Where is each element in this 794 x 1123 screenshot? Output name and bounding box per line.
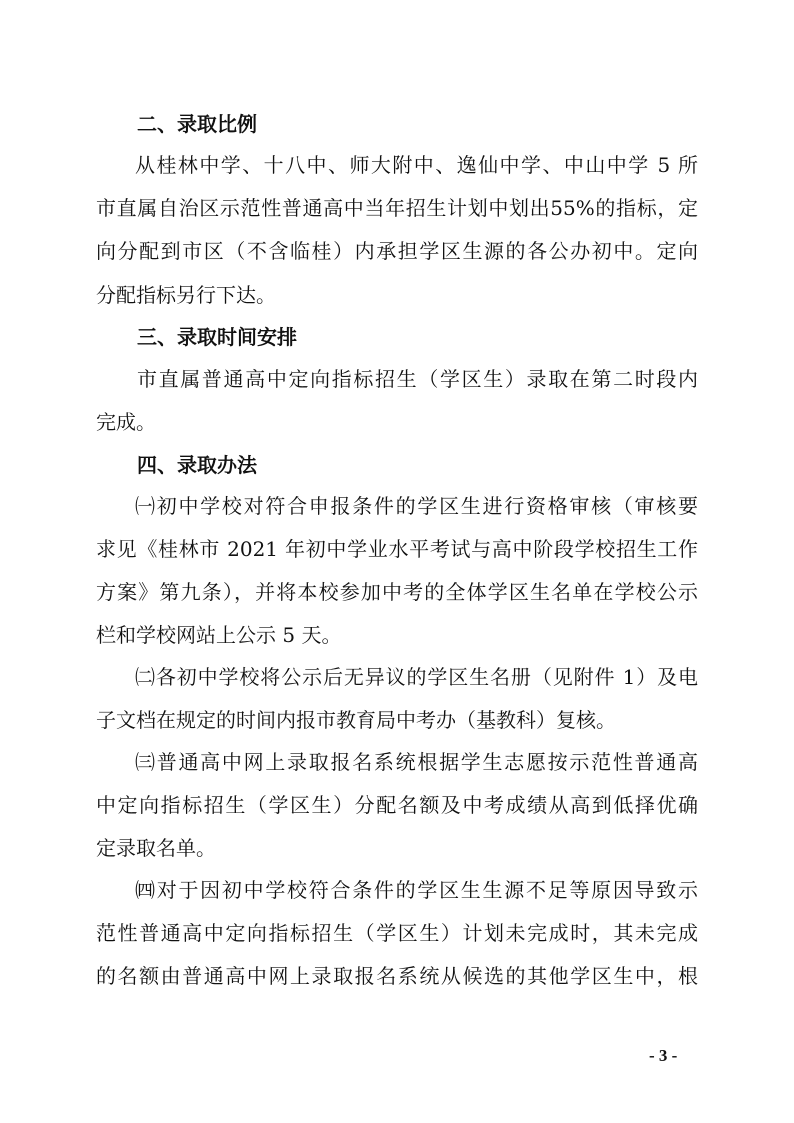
paragraph-line: 定录取名单。: [96, 836, 216, 860]
page-number: - 3 -: [649, 1046, 678, 1065]
paragraph-line: ㈣对于因初中学校符合条件的学区生生源不足等原因导致示: [135, 878, 698, 902]
paragraph-line: 分配指标另行下达。: [96, 283, 276, 307]
heading-admission-method: 四、录取办法: [137, 453, 257, 477]
paragraph-line: 方案》第九条），并将本校参加中考的全体学区生名单在学校公示: [96, 580, 698, 604]
paragraph-line: 栏和学校网站上公示 5 天。: [96, 623, 342, 647]
paragraph-line: ㈡各初中学校将公示后无异议的学区生名册（见附件 1）及电: [135, 665, 698, 689]
paragraph-line: 子文档在规定的时间内报市教育局中考办（基教科）复核。: [96, 708, 616, 732]
paragraph-line: 范性普通高中定向指标招生（学区生）计划未完成时，其未完成: [96, 921, 698, 945]
paragraph-line: 向分配到市区（不含临桂）内承担学区生源的各公办初中。定向: [96, 239, 698, 263]
paragraph-line: 市直属普通高中定向指标招生（学区生）录取在第二时段内: [137, 367, 698, 391]
heading-admission-ratio: 二、录取比例: [137, 112, 257, 136]
paragraph-line: 中定向指标招生（学区生）分配名额及中考成绩从高到低择优确: [96, 793, 698, 817]
paragraph-line: 市直属自治区示范性普通高中当年招生计划中划出55%的指标，定: [96, 196, 698, 220]
paragraph-line: 完成。: [96, 410, 156, 434]
paragraph-line: ㈠初中学校对符合申报条件的学区生进行资格审核（审核要: [135, 494, 698, 518]
heading-admission-schedule: 三、录取时间安排: [137, 325, 297, 349]
paragraph-line: 从桂林中学、十八中、师大附中、逸仙中学、中山中学 5 所: [135, 153, 698, 177]
paragraph-line: ㈢普通高中网上录取报名系统根据学生志愿按示范性普通高: [135, 750, 698, 774]
paragraph-line: 的名额由普通高中网上录取报名系统从候选的其他学区生中，根: [96, 964, 698, 988]
paragraph-line: 求见《桂林市 2021 年初中学业水平考试与高中阶段学校招生工作: [96, 537, 698, 561]
